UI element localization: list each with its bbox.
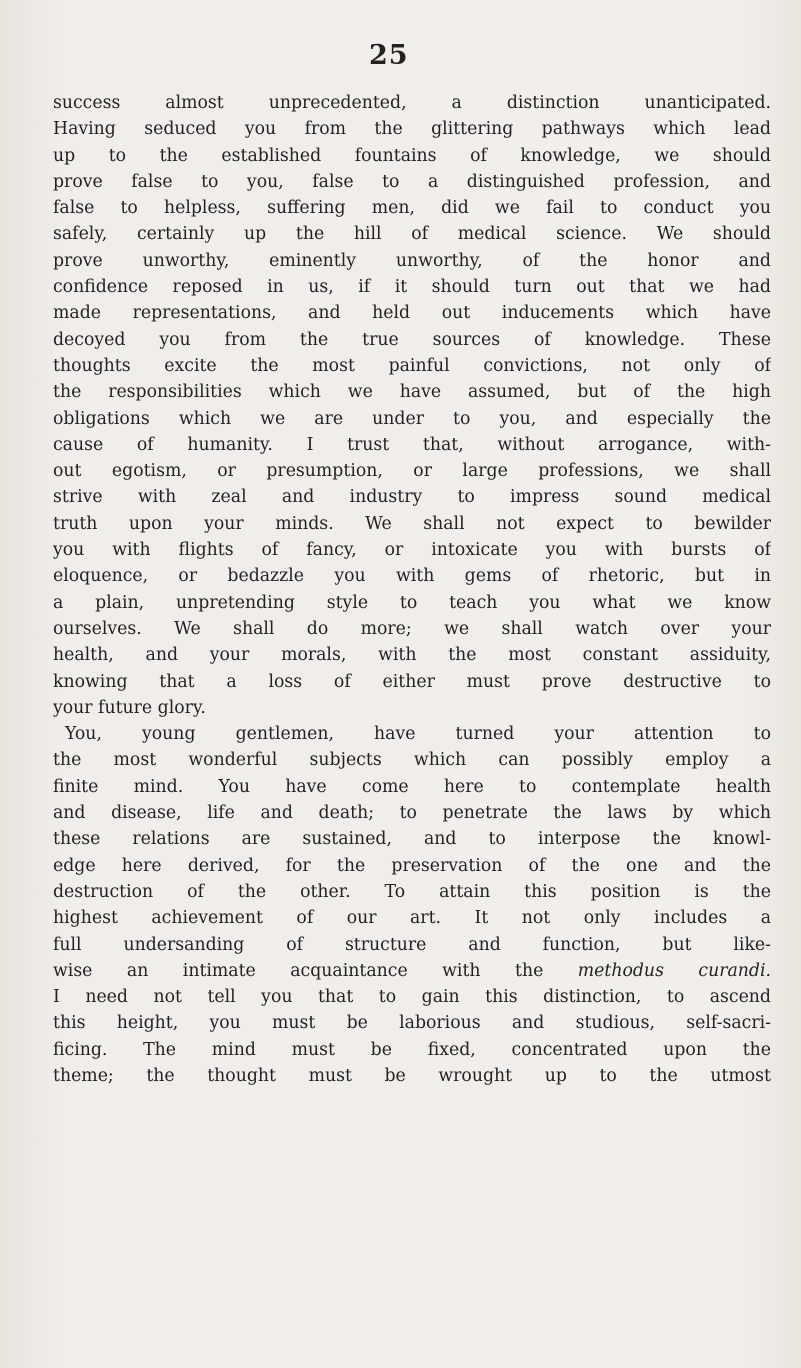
text-line: success almost unprecedented, a distinction unanticipated.: [53, 93, 771, 113]
text-line: a plain, unpretending style to teach you what we know: [53, 592, 771, 613]
body-text: [53, 90, 771, 1089]
text-line: Having seduced you from the glittering pathways which lead: [53, 119, 771, 140]
text-line: theme; the thought must be wrought up to the utmost: [53, 1065, 771, 1086]
text-line: eloquence, or bedazzle you with gems of rhetoric, but in: [53, 566, 771, 587]
text-line: up to the established fountains of knowledge, we should: [53, 145, 771, 166]
text-line: you with flights of fancy, or intoxicate you with bursts of: [53, 540, 771, 561]
text-line: truth upon your minds. We shall not expect to bewilder: [53, 513, 771, 534]
text-line-with-italic: [53, 958, 771, 984]
text-line: the most wonderful subjects which can possibly employ a: [53, 750, 771, 771]
text-line: finite mind. You have come here to contemplate health: [53, 776, 771, 797]
text-line: thoughts excite the most painful convictions, not only of: [53, 355, 771, 376]
text-line: these relations are sustained, and to interpose the knowl-: [53, 829, 771, 850]
text-line-paragraph-start: You, young gentlemen, have turned your attention to: [65, 724, 771, 745]
text-segment: wise an intimate acquaintance with the: [53, 960, 578, 981]
text-line: destruction of the other. To attain this position is the: [53, 881, 771, 902]
text-line: prove false to you, false to a distinguished profession, and: [53, 171, 771, 192]
text-line: knowing that a loss of either must prove destructive to: [53, 671, 771, 692]
text-line: health, and your morals, with the most constant assiduity,: [53, 645, 771, 666]
text-line: I need not tell you that to gain this distinction, to ascend: [53, 987, 771, 1008]
text-line: edge here derived, for the preservation of the one and the: [53, 855, 771, 876]
text-line: prove unworthy, eminently unworthy, of the honor and: [53, 250, 771, 271]
text-line: the responsibilities which we have assumed, but of the high: [53, 382, 771, 403]
text-line: confidence reposed in us, if it should turn out that we had: [53, 277, 771, 298]
text-line: highest achievement of our art. It not only includes a: [53, 908, 771, 929]
text-line: obligations which we are under to you, and especially the: [53, 408, 771, 429]
text-line: ficing. The mind must be fixed, concentrated upon the: [53, 1039, 771, 1060]
text-line: full undersanding of structure and function, but like-: [53, 934, 771, 955]
text-line: made representations, and held out inducements which have: [53, 303, 771, 324]
text-line: and disease, life and death; to penetrate the laws by which: [53, 803, 771, 824]
page-number: 25: [369, 40, 409, 71]
text-line: out egotism, or presumption, or large professions, we shall: [53, 461, 771, 482]
italic-phrase: methodus curandi.: [577, 960, 771, 981]
text-line: safely, certainly up the hill of medical science. We should: [53, 224, 771, 245]
text-line: cause of humanity. I trust that, without arrogance, with-: [53, 434, 771, 455]
text-line: ourselves. We shall do more; we shall watch over your: [53, 618, 771, 639]
text-line: strive with zeal and industry to impress sound medical: [53, 487, 771, 508]
text-line: false to helpless, suffering men, did we fail to conduct you: [53, 198, 771, 219]
text-line: decoyed you from the true sources of knowledge. These: [53, 329, 771, 350]
text-line: this height, you must be laborious and studious, self-sacri-: [53, 1013, 771, 1034]
text-line-paragraph-end: your future glory.: [53, 697, 206, 718]
